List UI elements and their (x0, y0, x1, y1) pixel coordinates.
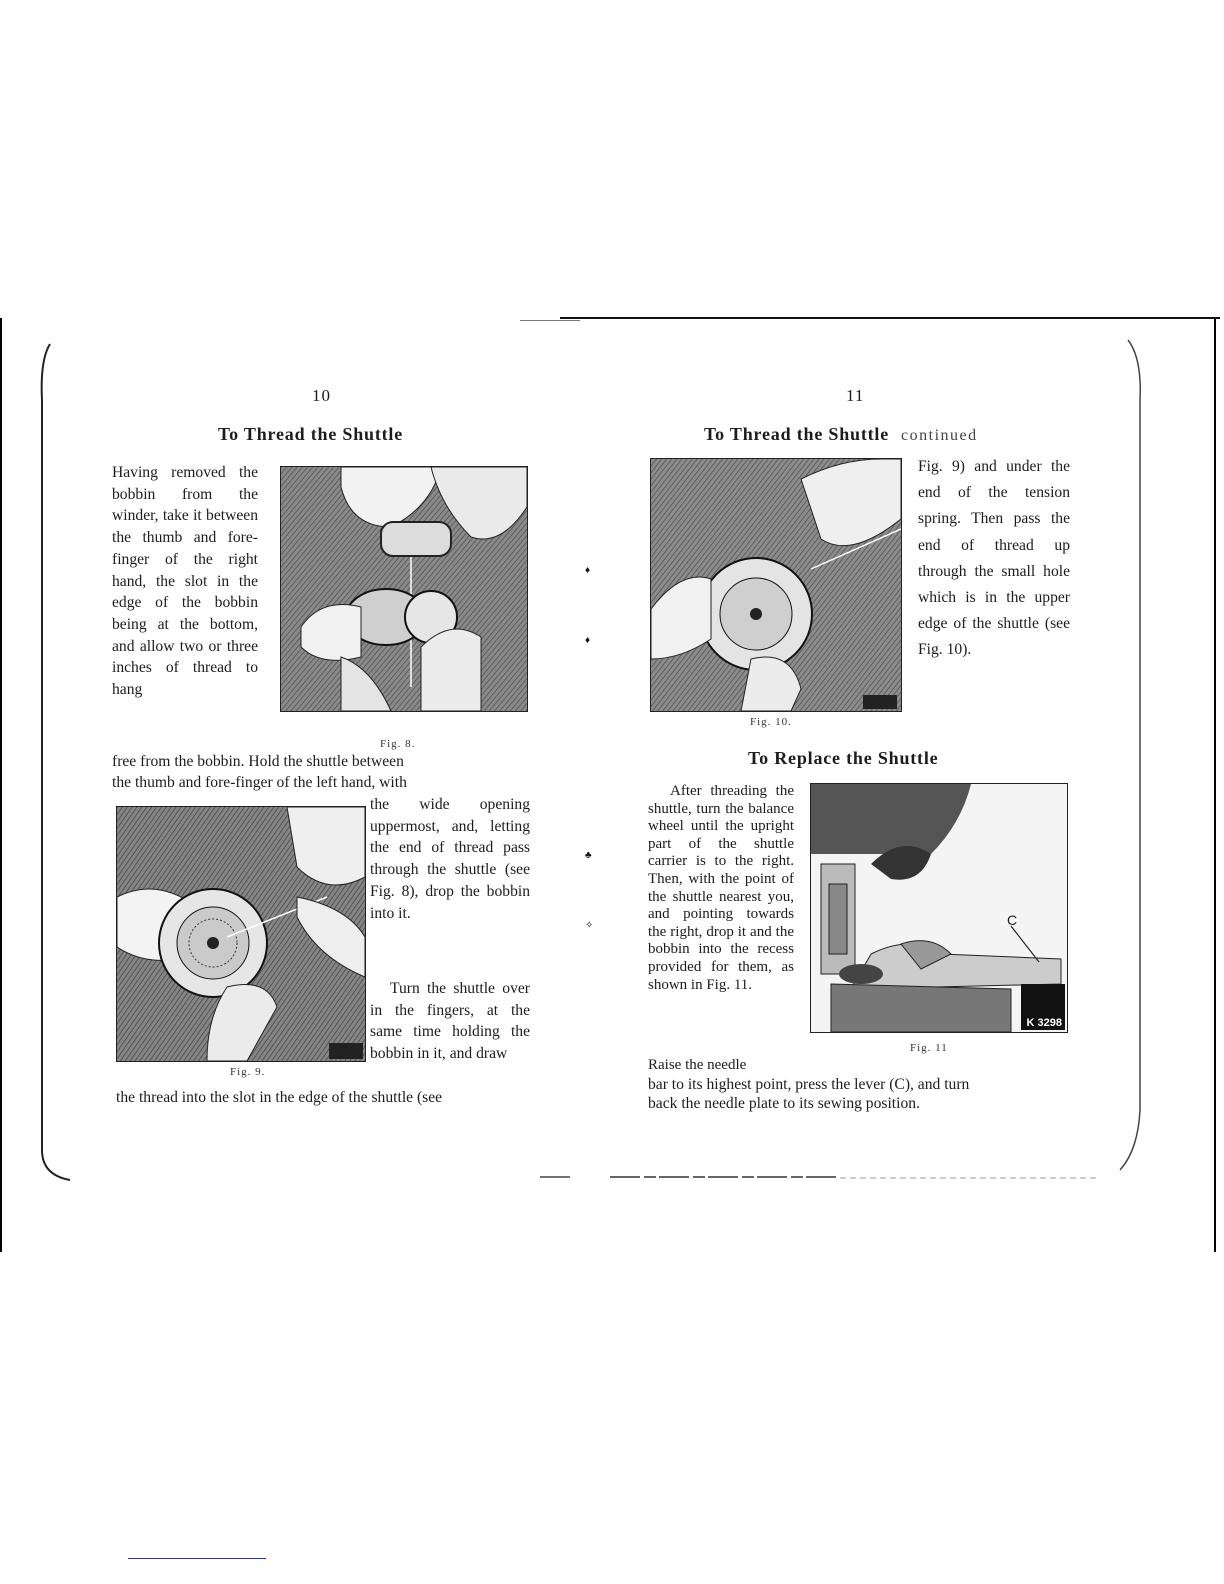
section-title: To Thread the Shuttle (218, 424, 404, 444)
text-line: free from the bobbin. Hold the shuttle between (112, 753, 404, 770)
paragraph: the wide opening uppermost, and, letting the end of thread pass through the shuttle (see Fig. 8), drop the bobbin into it. (370, 796, 530, 922)
figure-caption: Fig. 11 (910, 1042, 948, 1054)
figure-9 (116, 806, 366, 1062)
paragraph: Turn the shuttle over in the fingers, at the same time holding the bobbin in it, and draw (370, 980, 530, 1063)
figure-caption: Fig. 9. (230, 1066, 266, 1078)
figure-10-illustration (651, 459, 901, 711)
figure-caption: Fig. 10. (750, 716, 792, 728)
figure-10 (650, 458, 902, 712)
continued-label: continued (901, 427, 978, 444)
text-line: back the needle plate to its sewing position. (648, 1095, 920, 1112)
figure-8 (280, 466, 528, 712)
section-title (704, 424, 978, 445)
section-title-text: To Thread the Shuttle (704, 424, 890, 444)
page-number: 10 (312, 386, 331, 405)
gutter-mark: ♦ (585, 565, 591, 576)
gutter-mark: ♦ (585, 635, 591, 646)
left-page (112, 380, 532, 1120)
paragraph: Fig. 9) and under the end of the tension spring. Then pass the end of thread up through the small hole which is in the upper edge of the shuttle (see Fig. 10). (918, 458, 1070, 659)
section-title: To Replace the Shuttle (748, 748, 939, 768)
paragraph: Having removed the bobbin from the winder, take it between the thumb and fore-finger of the right hand, the slot in the edge of the bobbin being at the bottom, and allow two or three inches of thread to hang (112, 464, 258, 699)
page-number: 11 (846, 386, 865, 405)
text-line: the thread into the slot in the edge of the shuttle (see (116, 1089, 443, 1106)
figure-9-illustration (117, 807, 365, 1061)
text-line: the thumb and fore-finger of the left hand, with (112, 774, 407, 791)
underline-mark (128, 1558, 266, 1559)
paragraph: After threading the shuttle, turn the balance wheel until the upright part of the shuttle carrier is to the right. Then, with the point of the shuttle nearest you, and pointing towards the right, drop it and the bobbin into the recess provided for them, as shown in Fig. 11. (648, 783, 794, 993)
figure-11-illustration (811, 784, 1067, 1032)
text-line: Raise the needle (648, 1057, 747, 1073)
figure-8-illustration (281, 467, 527, 711)
callout-label: C (1007, 912, 1018, 928)
figure-caption: Fig. 8. (380, 738, 416, 750)
figure-11 (810, 783, 1068, 1033)
gutter-mark: ✧ (585, 920, 594, 931)
figure-tag: K 3298 (1024, 1016, 1065, 1030)
right-page (648, 380, 1070, 1120)
gutter-mark: ♣ (585, 850, 592, 861)
text-line: bar to its highest point, press the lever (C), and turn (648, 1076, 970, 1093)
